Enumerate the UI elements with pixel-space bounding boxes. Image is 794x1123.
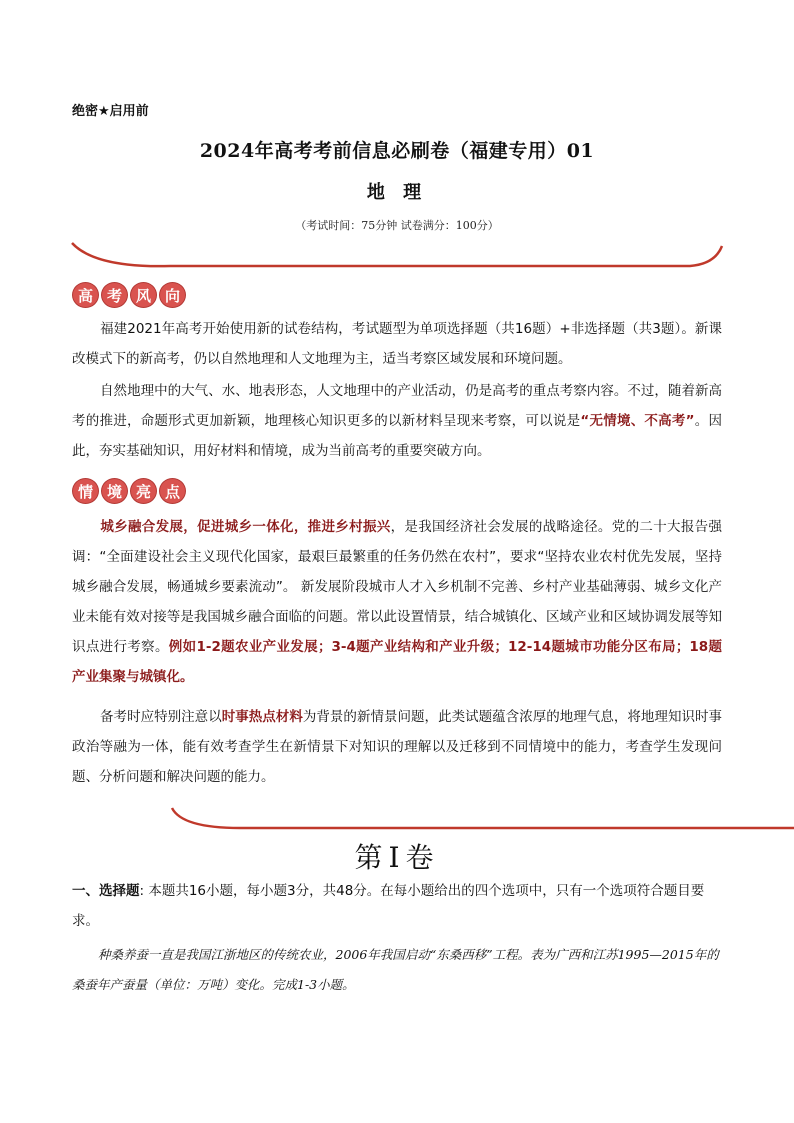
badge-char: 高 [72, 282, 99, 308]
highlight-text: 城乡融合发展，促进城乡一体化，推进乡村振兴 [100, 519, 391, 535]
question-material: 种桑养蚕一直是我国江浙地区的传统农业，2006年我国启动“东桑西移”工程。表为广西和江苏1995—2015年的桑蚕年产蚕量（单位：万吨）变化。完成1-3小题。 [72, 947, 719, 992]
badge-char: 考 [101, 282, 128, 308]
top-divider-curve [72, 243, 722, 266]
badge-char: 境 [101, 478, 128, 504]
badge-char: 点 [159, 478, 186, 504]
badge-exam-trend [72, 282, 186, 308]
exam-title: 2024年高考考前信息必刷卷（福建专用）01 [199, 140, 595, 162]
badge-char: 情 [72, 478, 99, 504]
confidential-label: 绝密★启用前 [72, 104, 149, 119]
part-title: 第Ⅰ卷 [354, 841, 440, 874]
badge-context-highlights [72, 478, 186, 504]
highlight-text: 例如1-2题农业产业发展；3-4题产业结构和产业升级；12-14题城市功能分区布局；18题产业集聚与城镇化。 [72, 639, 722, 685]
section2-paragraph2: 备考时应特别注意以时事热点材料为背景的新情景问题，此类试题蕴含浓厚的地理气息，将地理知识时事政治等融为一体，能有效考查学生在新情景下对知识的理解以及迁移到不同情境中的能力，考查学生发现问题、分析问题和解决问题的能力。 [72, 709, 723, 785]
section2-paragraph1: 城乡融合发展，促进城乡一体化，推进乡村振兴，是我国经济社会发展的战略途径。党的二十大报告强调：“全面建设社会主义现代化国家，最艰巨最繁重的任务仍然在农村”，要求“坚持农业农村优先发展，坚持城乡融合发展，畅通城乡要素流动”。 新发展阶段城市人才入乡机制不完善、乡村产业基础薄弱、城乡文化产业未能有效对接等是我国城乡融合面临的问题。常以此设置情景，结合城镇化、区域产业和区域协调发展等知识点进行考察。例如1-2题农业产业发展；3-4题产业结构和产业升级；12-14题城市功能分区布局；18题产业集聚与城镇化。 [72, 519, 723, 685]
badge-char: 向 [159, 282, 186, 308]
highlight-text: 时事热点材料 [221, 709, 303, 725]
subject-title: 地 理 [366, 182, 428, 203]
badge-char: 亮 [130, 478, 157, 504]
highlight-text: “无情境、不高考” [580, 413, 695, 429]
section1-paragraph2: 自然地理中的大气、水、地表形态，人文地理中的产业活动，仍是高考的重点考察内容。不过，随着新高考的推进，命题形式更加新颖，地理核心知识更多的以新材料呈现来考察，可以说是“无情境、不高考”。因此，夯实基础知识，用好材料和情境，成为当前高考的重要突破方向。 [72, 383, 723, 459]
question-intro: 一、选择题: 本题共16小题，每小题3分，共48分。在每小题给出的四个选项中，只有一个选项符合题目要求。 [72, 883, 705, 929]
section1-paragraph1: 福建2021年高考开始使用新的试卷结构，考试题型为单项选择题（共16题）+非选择题（共3题）。新课改模式下的新高考，仍以自然地理和人文地理为主，适当考察区域发展和环境问题。 [72, 321, 722, 367]
exam-time-info: （考试时间：75分钟 试卷满分：100分） [295, 219, 499, 232]
bottom-divider-curve [172, 808, 794, 828]
badge-char: 风 [130, 282, 157, 308]
